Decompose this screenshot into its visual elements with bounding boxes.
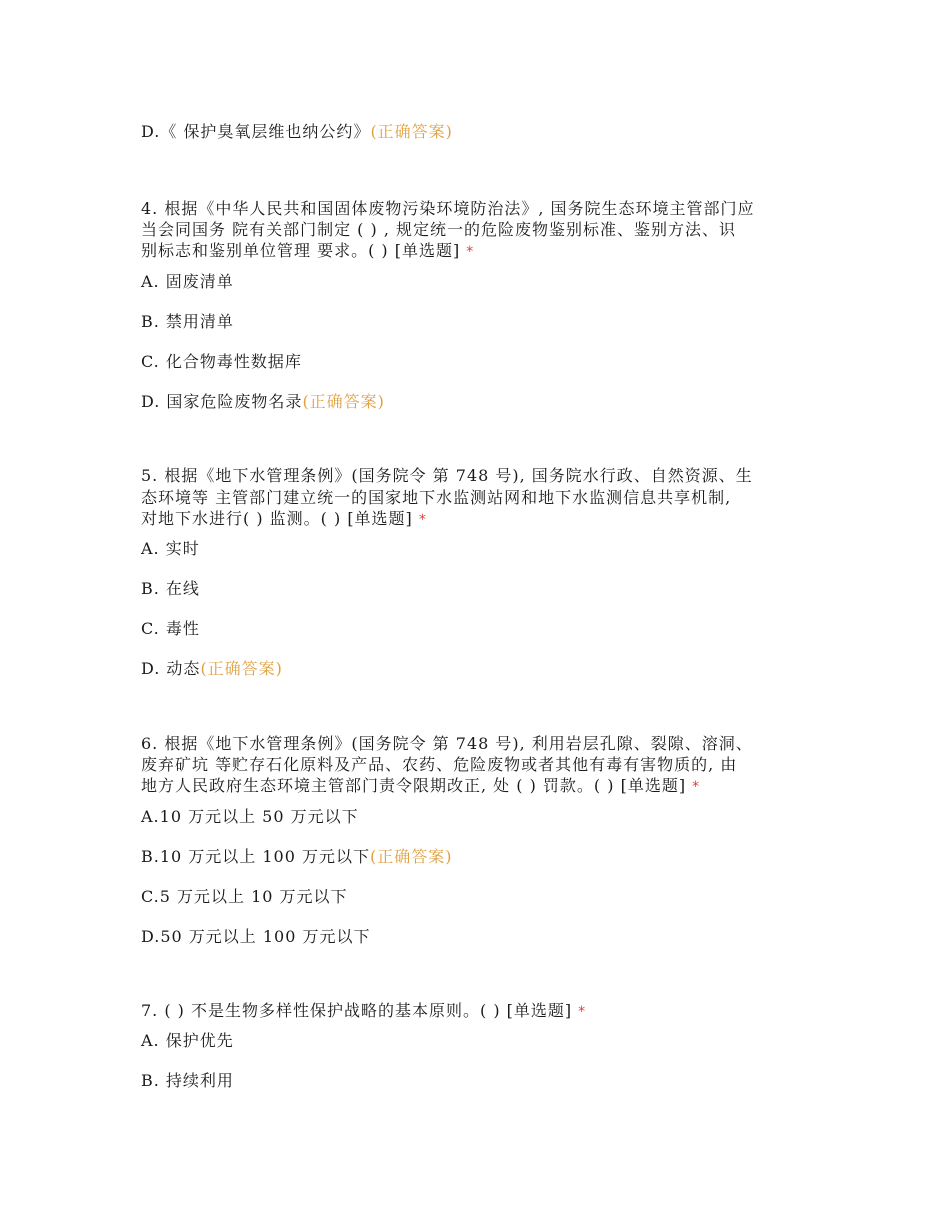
q4-stem-line-2: 当会同国务 院有关部门制定 ( ) , 规定统一的危险废物鉴别标准、鉴别方法、识 [141,220,737,239]
q4-option-a[interactable]: A. 固废清单 [141,272,234,291]
required-marker: * [578,1004,587,1020]
required-marker: * [418,512,427,528]
required-marker: * [466,244,475,260]
q5-option-a[interactable]: A. 实时 [141,539,200,558]
option-text: D.《 保护臭氧层维也纳公约》 [141,122,371,141]
q7-stem-line-1 [141,1000,586,1023]
option-d-prev[interactable] [141,121,453,143]
q5-stem-line-3 [141,508,427,531]
q6-option-a[interactable]: A.10 万元以上 50 万元以下 [141,807,359,826]
q6-stem-line-2: 废弃矿坑 等贮存石化原料及产品、农药、危险废物或者其他有毒有害物质的, 由 [141,755,738,774]
q6-stem-line-3 [141,775,700,798]
q6-option-b[interactable] [141,846,453,868]
option-text: D. 动态 [141,659,201,678]
correct-answer-tag: (正确答案) [370,847,453,866]
q7-stem-text: 7. ( ) 不是生物多样性保护战略的基本原则。( ) [单选题] [141,1001,573,1020]
correct-answer-tag: (正确答案) [302,392,385,411]
required-marker: * [692,779,701,795]
q5-stem-line-1: 5. 根据《地下水管理条例》(国务院令 第 748 号), 国务院水行政、自然资源、生 [141,466,753,485]
q4-stem-line-3 [141,240,474,263]
q6-stem-text: 地方人民政府生态环境主管部门责令限期改正, 处 ( ) 罚款。( ) [单选题] [141,776,687,795]
option-text: D. 国家危险废物名录 [141,392,303,411]
q4-option-b[interactable]: B. 禁用清单 [141,312,234,331]
q5-stem-text: 对地下水进行( ) 监测。( ) [单选题] [141,509,413,528]
option-text: B.10 万元以上 100 万元以下 [141,847,371,866]
q4-stem-line-1: 4. 根据《中华人民共和国固体废物污染环境防治法》, 国务院生态环境主管部门应 [141,199,755,218]
correct-answer-tag: (正确答案) [370,122,453,141]
q6-stem-line-1: 6. 根据《地下水管理条例》(国务院令 第 748 号), 利用岩层孔隙、裂隙、溶洞、 [141,734,753,753]
q5-option-c[interactable]: C. 毒性 [141,619,200,638]
q4-stem-text: 别标志和鉴别单位管理 要求。( ) [单选题] [141,241,461,260]
correct-answer-tag: (正确答案) [200,659,283,678]
q5-option-b[interactable]: B. 在线 [141,579,200,598]
q4-option-c[interactable]: C. 化合物毒性数据库 [141,352,302,371]
q4-option-d[interactable] [141,391,385,413]
q6-option-c[interactable]: C.5 万元以上 10 万元以下 [141,887,348,906]
q7-option-b[interactable]: B. 持续利用 [141,1071,234,1090]
q6-option-d[interactable]: D.50 万元以上 100 万元以下 [141,927,371,946]
q7-option-a[interactable]: A. 保护优先 [141,1031,234,1050]
q5-stem-line-2: 态环境等 主管部门建立统一的国家地下水监测站网和地下水监测信息共享机制, [141,488,732,507]
q5-option-d[interactable] [141,658,283,680]
